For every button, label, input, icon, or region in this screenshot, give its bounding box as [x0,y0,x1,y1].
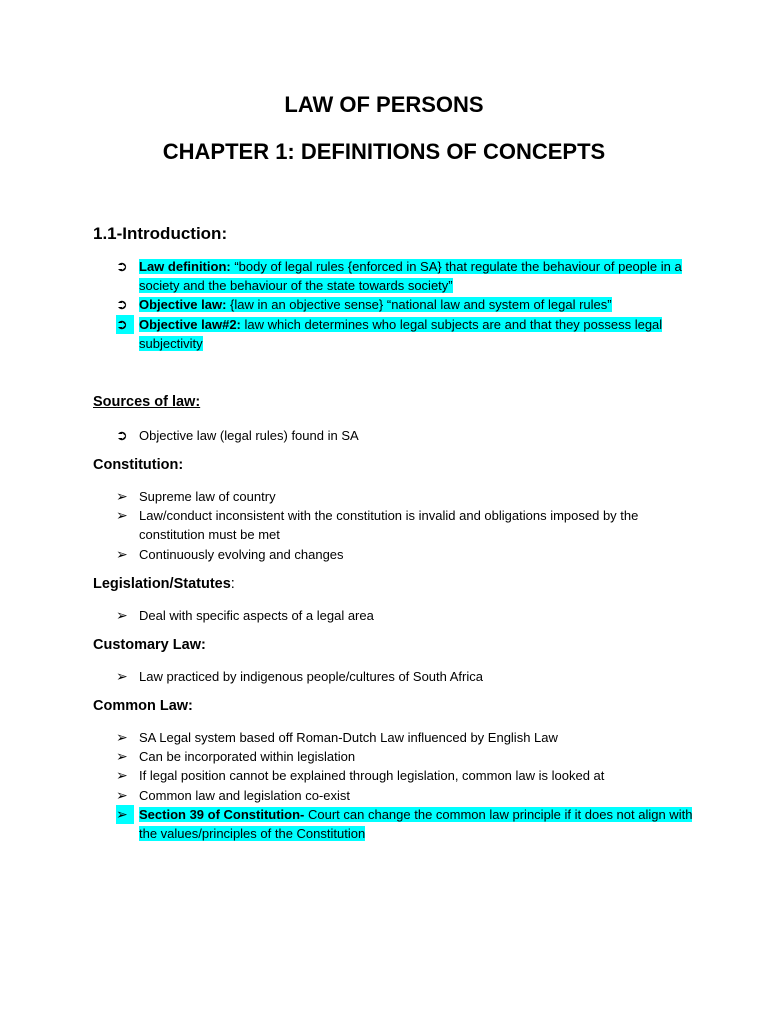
arrowhead-bullet-icon: ➢ [116,805,134,824]
item-text: Court can change the common law principle if it does not align with the values/principles of the Constitution [139,806,693,842]
list-item [116,766,696,785]
customary-law-list [116,667,696,686]
item-term: Law definition: [139,259,231,274]
circled-arrow-bullet-icon: ➲ [116,315,134,334]
arrowhead-bullet-icon: ➢ [116,729,128,745]
legislation-list [116,606,696,625]
item-text: Law/conduct inconsistent with the constitution is invalid and obligations imposed by the constitution must be met [139,508,639,543]
list-item [116,506,696,544]
legislation-heading-text: Legislation/Statutes [93,576,231,592]
item-text: Can be incorporated within legislation [139,749,356,765]
common-law-heading: Common Law: [93,698,193,714]
list-item [116,805,696,843]
introduction-list [116,257,696,353]
list-item [116,545,696,564]
list-item [116,257,696,295]
list-item [116,728,696,747]
sources-list [116,426,696,445]
circled-arrow-bullet-icon: ➲ [116,427,128,443]
list-item [116,295,696,314]
list-item [116,747,696,766]
arrowhead-bullet-icon: ➢ [116,786,128,803]
item-text: Continuously evolving and changes [139,546,344,562]
item-text: Common law and legislation co-exist [139,787,350,803]
item-text: If legal position cannot be explained through legislation, common law is looked at [139,768,605,784]
circled-arrow-bullet-icon: ➲ [116,296,128,313]
item-text: Deal with specific aspects of a legal area [139,608,374,623]
item-text: SA Legal system based off Roman-Dutch Law influenced by English Law [139,730,558,745]
item-text: “body of legal rules {enforced in SA} that regulate the behaviour of people in a society and the behaviour of the state towards society” [139,259,682,294]
arrowhead-bullet-icon: ➢ [116,767,128,784]
item-term: Objective law#2: [139,316,241,332]
customary-law-heading: Customary Law: [93,637,206,653]
document-title: LAW OF PERSONS [284,92,484,117]
item-text: Supreme law of country [139,489,276,504]
arrowhead-bullet-icon: ➢ [116,748,128,765]
item-term: Objective law: [139,297,227,313]
circled-arrow-bullet-icon: ➲ [116,258,128,274]
highlighted-text [139,317,662,351]
arrowhead-bullet-icon: ➢ [116,607,128,623]
item-text: law which determines who legal subjects are and that they possess legal subjectivity [139,316,663,351]
list-item [116,606,696,625]
list-item [116,426,696,445]
introduction-heading: 1.1-Introduction: [93,224,228,243]
chapter-title: CHAPTER 1: DEFINITIONS OF CONCEPTS [162,139,606,164]
common-law-list [116,728,696,843]
constitution-heading: Constitution: [93,457,184,473]
list-item [116,315,696,353]
legislation-heading [93,576,235,592]
arrowhead-bullet-icon: ➢ [116,545,128,562]
arrowhead-bullet-icon: ➢ [116,507,128,524]
item-text: {law in an objective sense} “national law and system of legal rules” [226,297,612,313]
constitution-list [116,487,696,564]
item-text: Law practiced by indigenous people/cultures of South Africa [139,669,483,684]
item-text: Objective law (legal rules) found in SA [139,428,359,443]
heading-colon: : [230,576,235,592]
highlighted-text [139,259,682,293]
list-item [116,667,696,686]
highlighted-text [139,807,692,841]
highlighted-text [139,297,612,312]
arrowhead-bullet-icon: ➢ [116,668,128,684]
list-item [116,487,696,506]
arrowhead-bullet-icon: ➢ [116,488,128,504]
list-item [116,786,696,805]
item-term: Section 39 of Constitution- [139,806,305,822]
sources-heading: Sources of law: [93,394,201,410]
